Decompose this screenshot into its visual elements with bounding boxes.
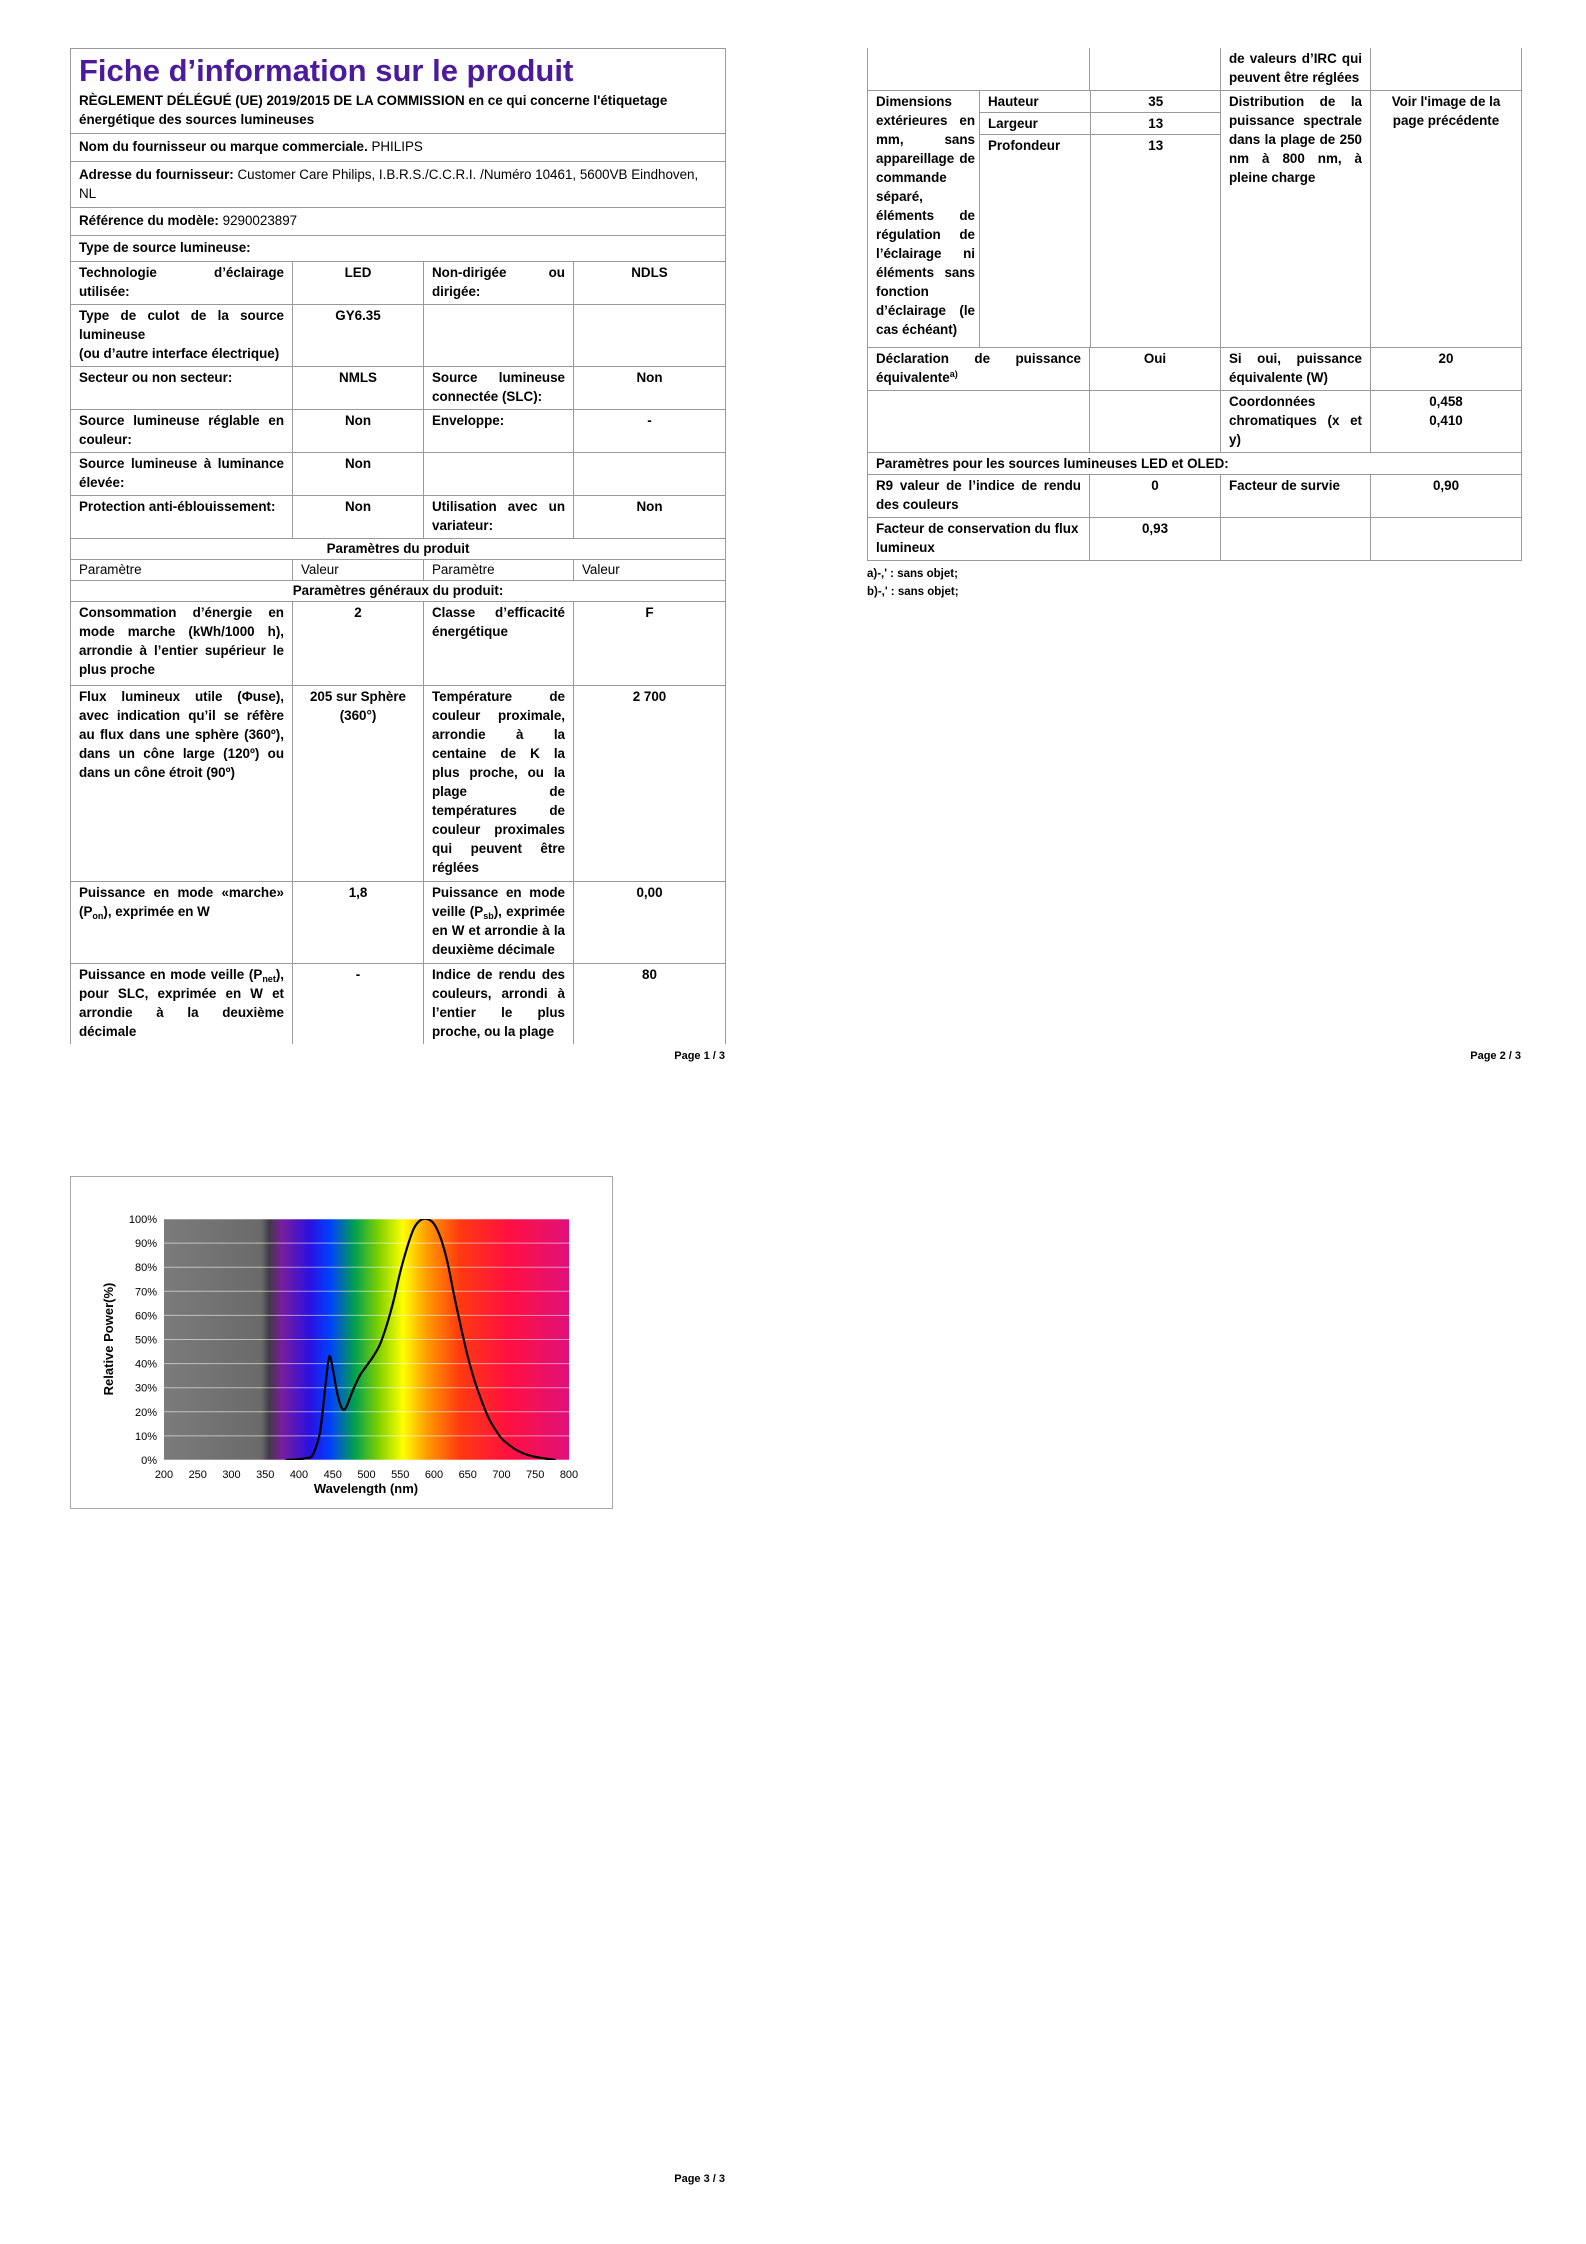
y-tick-label: 30% (134, 1382, 157, 1395)
y-tick-label: 50% (134, 1334, 157, 1347)
product-info-table-page-2 (867, 48, 1522, 561)
address-value: Customer Care Philips, I.B.R.S./C.C.R.I. /Numéro 10461, 5600VB Eindhoven, NL (79, 167, 699, 201)
x-tick-labels (155, 1469, 578, 1481)
depth-value: 13 (1148, 138, 1164, 153)
address-label: Adresse du fournisseur: (79, 167, 234, 182)
standby-power-label (424, 882, 574, 964)
y-tick-label: 100% (128, 1214, 157, 1226)
on-mode-power-value: 1,8 (293, 882, 424, 964)
dimmer-label: Utilisation avec un variateur: (424, 496, 574, 539)
cct-value: 2 700 (574, 686, 726, 882)
cri-label: Indice de rendu des couleurs, arrondi à l’entier le plus proche, ou la plage (424, 964, 574, 1045)
x-tick-label: 650 (458, 1469, 477, 1481)
slc-label: Source lumineuse connectée (SLC): (424, 367, 574, 410)
col-header-value: Valeur (293, 560, 424, 581)
page-number-3: Page 3 / 3 (674, 2173, 725, 2185)
width-value: 13 (1090, 113, 1221, 135)
led-params-title: Paramètres pour les sources lumineuses LED et OLED: (868, 453, 1522, 475)
source-type-label: Type de source lumineuse: (71, 236, 726, 262)
chromaticity-value (1371, 391, 1522, 453)
on-mode-power-sub: on (92, 911, 104, 921)
cri-value: 80 (574, 964, 726, 1045)
survival-factor-label: Facteur de survie (1221, 475, 1371, 518)
y-tick-labels (129, 1214, 157, 1467)
spectral-chart-frame (70, 1176, 613, 1509)
empty-cell (868, 391, 1090, 453)
x-tick-label: 250 (188, 1469, 207, 1481)
mains-label: Secteur ou non secteur: (71, 367, 293, 410)
standby-power-value: 0,00 (574, 882, 726, 964)
y-tick-label: 90% (134, 1238, 157, 1251)
equivalent-power-label (868, 348, 1090, 391)
high-luminance-label: Source lumineuse à luminance élevée: (71, 453, 293, 496)
product-info-table-page-1 (70, 48, 726, 1044)
x-tick-label: 450 (323, 1469, 342, 1481)
efficiency-class-value: F (574, 602, 726, 686)
model-label: Référence du modèle: (79, 213, 219, 228)
networked-standby-value: - (293, 964, 424, 1045)
dimmer-value: Non (574, 496, 726, 539)
x-axis-label: Wavelength (nm) (313, 1481, 419, 1496)
cri-label-continued: de valeurs d’IRC qui peuvent être réglées (1221, 48, 1371, 91)
general-params-title: Paramètres généraux du produit: (71, 581, 726, 602)
empty-cell (424, 453, 574, 496)
x-tick-label: 350 (256, 1469, 275, 1481)
on-mode-power-text: ), exprimée en W (103, 904, 210, 919)
equivalent-power-text: Déclaration de puissance équivalente (876, 351, 1081, 385)
equivalent-watts-value: 20 (1371, 348, 1522, 391)
page-2 (867, 48, 1521, 601)
x-tick-label: 750 (526, 1469, 545, 1481)
lumen-maintenance-value: 0,93 (1090, 518, 1221, 561)
product-params-title: Paramètres du produit (71, 539, 726, 560)
dimensions-subtable (980, 91, 1221, 347)
y-tick-label: 0% (141, 1455, 157, 1467)
empty-cell (574, 453, 726, 496)
x-tick-label: 500 (357, 1469, 376, 1481)
networked-standby-text: Puissance en mode veille (P (79, 967, 263, 982)
directional-label: Non-dirigée ou dirigée: (424, 262, 574, 305)
x-tick-label: 300 (222, 1469, 241, 1481)
empty-cell (1090, 48, 1221, 91)
page-number-2: Page 2 / 3 (1470, 1050, 1521, 1062)
energy-consumption-value: 2 (293, 602, 424, 686)
empty-cell (1221, 518, 1371, 561)
antiglare-value: Non (293, 496, 424, 539)
standby-power-text: Puissance en mode veille (P (432, 885, 565, 919)
footnote-b: b)-,' : sans objet; (867, 586, 959, 598)
footnote-a: a)-,' : sans objet; (867, 568, 958, 580)
empty-cell (1090, 391, 1221, 453)
networked-standby-label (71, 964, 293, 1045)
colour-tunable-label: Source lumineuse réglable en couleur: (71, 410, 293, 453)
useful-flux-value: 205 sur Sphère (360°) (293, 686, 424, 882)
height-label: Hauteur (980, 91, 1090, 113)
page-title: Fiche d’information sur le produit (79, 53, 574, 88)
survival-factor-value: 0,90 (1371, 475, 1522, 518)
x-tick-label: 600 (424, 1469, 444, 1481)
col-header-value: Valeur (574, 560, 726, 581)
equivalent-power-value: Oui (1090, 348, 1221, 391)
spectral-distribution-label: Distribution de la puissance spectrale dans la plage de 250 nm à 800 nm, à pleine charge (1221, 91, 1371, 348)
networked-standby-sub: net (262, 974, 276, 984)
cap-label (71, 305, 293, 367)
x-tick-label: 200 (154, 1469, 174, 1481)
energy-consumption-label: Consommation d’énergie en mode marche (kWh/1000 h), arrondie à l’entier supérieur le plus proche (71, 602, 293, 686)
chromaticity-x: 0,458 (1429, 394, 1463, 409)
spectral-distribution-value: Voir l'image de la page précédente (1371, 91, 1522, 348)
chromaticity-label: Coordonnées chromatiques (x et y) (1221, 391, 1371, 453)
regulation-text: RÈGLEMENT DÉLÉGUÉ (UE) 2019/2015 DE LA COMMISSION en ce qui concerne l'étiquetage énergétique des sources lumineuses (79, 93, 668, 127)
tech-value: LED (293, 262, 424, 305)
y-axis-label: Relative Power(%) (101, 1282, 116, 1396)
cap-label-line-1: Type de culot de la source lumineuse (79, 308, 284, 342)
slc-value: Non (574, 367, 726, 410)
equivalent-watts-label: Si oui, puissance équivalente (W) (1221, 348, 1371, 391)
y-tick-label: 20% (134, 1406, 157, 1419)
standby-power-text: ), exprimée en W et arrondie à la deuxième décimale (432, 904, 565, 957)
envelope-label: Enveloppe: (424, 410, 574, 453)
cap-value: GY6.35 (293, 305, 424, 367)
useful-flux-label: Flux lumineux utile (Φuse), avec indication qu’il se réfère au flux dans une sphère (360º), dans un cône large (120º) ou dans un cône étroit (90º) (71, 686, 293, 882)
standby-power-sub: sb (483, 911, 494, 921)
chromaticity-y: 0,410 (1429, 413, 1463, 428)
empty-cell (1371, 518, 1522, 561)
dimensions-cell (980, 91, 1221, 348)
y-tick-label: 60% (134, 1310, 157, 1323)
page-1 (70, 48, 725, 1044)
empty-cell (1371, 48, 1522, 91)
x-tick-label: 800 (559, 1469, 579, 1481)
y-tick-label: 80% (134, 1262, 157, 1275)
high-luminance-value: Non (293, 453, 424, 496)
colour-tunable-value: Non (293, 410, 424, 453)
footnote-ref: a) (949, 369, 958, 379)
efficiency-class-label: Classe d’efficacité énergétique (424, 602, 574, 686)
empty-cell (574, 305, 726, 367)
col-header-param: Paramètre (424, 560, 574, 581)
page-number-1: Page 1 / 3 (674, 1050, 725, 1062)
y-tick-label: 70% (134, 1286, 157, 1299)
directional-value: NDLS (574, 262, 726, 305)
spectral-power-chart (71, 1177, 612, 1508)
tech-label: Technologie d’éclairage utilisée: (71, 262, 293, 305)
y-tick-label: 40% (134, 1358, 157, 1371)
depth-label: Profondeur (980, 135, 1090, 348)
r9-label: R9 valeur de l’indice de rendu des couleurs (868, 475, 1090, 518)
supplier-label: Nom du fournisseur ou marque commerciale. (79, 139, 368, 154)
on-mode-power-label (71, 882, 293, 964)
supplier-value: PHILIPS (371, 139, 423, 154)
lumen-maintenance-label: Facteur de conservation du flux lumineux (868, 518, 1090, 561)
x-tick-label: 700 (492, 1469, 511, 1481)
height-value: 35 (1090, 91, 1221, 113)
on-mode-power-text: Puissance en mode «marche» (P (79, 885, 284, 919)
empty-cell (868, 48, 1090, 91)
r9-value: 0 (1090, 475, 1221, 518)
x-tick-label: 400 (289, 1469, 309, 1481)
antiglare-label: Protection anti-éblouissement: (71, 496, 293, 539)
envelope-value: - (574, 410, 726, 453)
dimensions-label: Dimensions extérieures en mm, sans appareillage de commande séparé, éléments de régulation de l’éclairage ni éléments sans fonction d’éclairage (le cas échéant) (868, 91, 980, 348)
x-tick-label: 550 (391, 1469, 410, 1481)
model-value: 9290023897 (222, 213, 298, 228)
y-tick-label: 10% (134, 1430, 157, 1443)
width-label: Largeur (980, 113, 1090, 135)
cct-label: Température de couleur proximale, arrondie à la centaine de K la plus proche, ou la plage de températures de couleur proximales qui peuvent être réglées (424, 686, 574, 882)
networked-standby-text: ), pour SLC, exprimée en W et arrondie à la deuxième décimale (79, 967, 284, 1039)
col-header-param: Paramètre (71, 560, 293, 581)
cap-label-line-2: (ou d’autre interface électrique) (79, 346, 280, 361)
empty-cell (424, 305, 574, 367)
mains-value: NMLS (293, 367, 424, 410)
